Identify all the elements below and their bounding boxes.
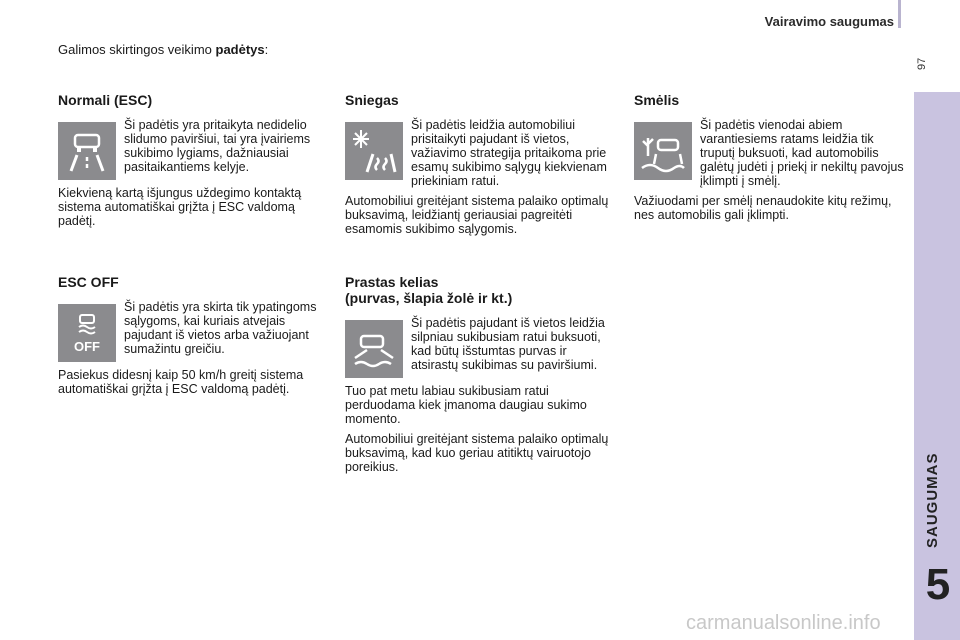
section-desc: Ši padėtis yra skirta tik ypatingoms sąlygoms, kai kuriais atvejais pajudant iš vietos arba važiuojant sumažintu greičiu. (124, 300, 317, 356)
page-number: 97 (916, 57, 928, 70)
esc-off-icon (58, 304, 116, 362)
section-mud (345, 274, 615, 474)
chapter-sidebar (914, 92, 960, 640)
section-title: Normali (ESC) (58, 92, 153, 108)
chapter-number: 5 (925, 560, 951, 609)
section-desc: Ši padėtis vienodai abiem varantiesiems ratams leidžia tik truputį buksuoti, kad automobilis galėtų judėti į priekį ir nekiltų pavojus įklimpti į smėlį. (700, 118, 904, 188)
intro-text: Galimos skirtingos veikimo padėtys: (58, 42, 269, 57)
mud-mode-icon (345, 320, 403, 378)
svg-text:OFF: OFF (74, 339, 100, 354)
section-note: Automobiliui greitėjant sistema palaiko optimalų buksavimą, leidžiantį geriausiai pagreitėti esamomis sukibimo sąlygomis. (345, 194, 609, 236)
watermark: carmanualsonline.info (686, 612, 881, 634)
section-normal (58, 92, 328, 228)
running-header: Vairavimo saugumas (764, 14, 894, 29)
section-sand (634, 92, 904, 222)
header-rule (898, 0, 901, 28)
section-title: ESC OFF (58, 274, 119, 290)
section-title: Smėlis (634, 92, 680, 108)
section-snow (345, 92, 615, 236)
section-note: Pasiekus didesnį kaip 50 km/h greitį sistema automatiškai grįžta į ESC valdomą padėtį. (58, 368, 304, 396)
section-desc: Ši padėtis leidžia automobiliui prisitaikyti pajudant iš vietos, važiavimo strategija pritaikoma prie esamų sukibimo sąlygų kiekvienam priekiniam ratui. (411, 118, 607, 188)
section-note: Važiuodami per smėlį nenaudokite kitų režimų, nes automobilis gali įklimpti. (634, 194, 892, 222)
section-note: Automobiliui greitėjant sistema palaiko optimalų buksavimą, kad kuo geriau atitiktų vairuotojo poreikius. (345, 432, 609, 474)
section-title: Sniegas (345, 92, 399, 108)
chapter-label: SAUGUMAS (924, 452, 941, 548)
section-title: Prastas kelias (purvas, šlapia žolė ir kt.) (345, 274, 513, 306)
section-note: Tuo pat metu labiau sukibusiam ratui perduodama kiek įmanoma daugiau sukimo momento. (345, 384, 587, 426)
section-desc: Ši padėtis pajudant iš vietos leidžia silpniau sukibusiam ratui buksuoti, kad būtų išstumtas purvas ir atsirastų sukibimas su paviršiumi. (411, 316, 605, 372)
sand-mode-icon (634, 122, 692, 180)
snow-mode-icon (345, 122, 403, 180)
traction-normal-icon (58, 122, 116, 180)
section-esc-off (58, 274, 328, 396)
section-note: Kiekvieną kartą išjungus uždegimo kontaktą sistema automatiškai grįžta į ESC valdomą padėtį. (58, 186, 302, 228)
section-desc: Ši padėtis yra pritaikyta nedidelio slidumo paviršiui, tai yra įvairiems sukibimo lygiams, dažniausiai pasitaikantiems kelyje. (124, 118, 311, 174)
